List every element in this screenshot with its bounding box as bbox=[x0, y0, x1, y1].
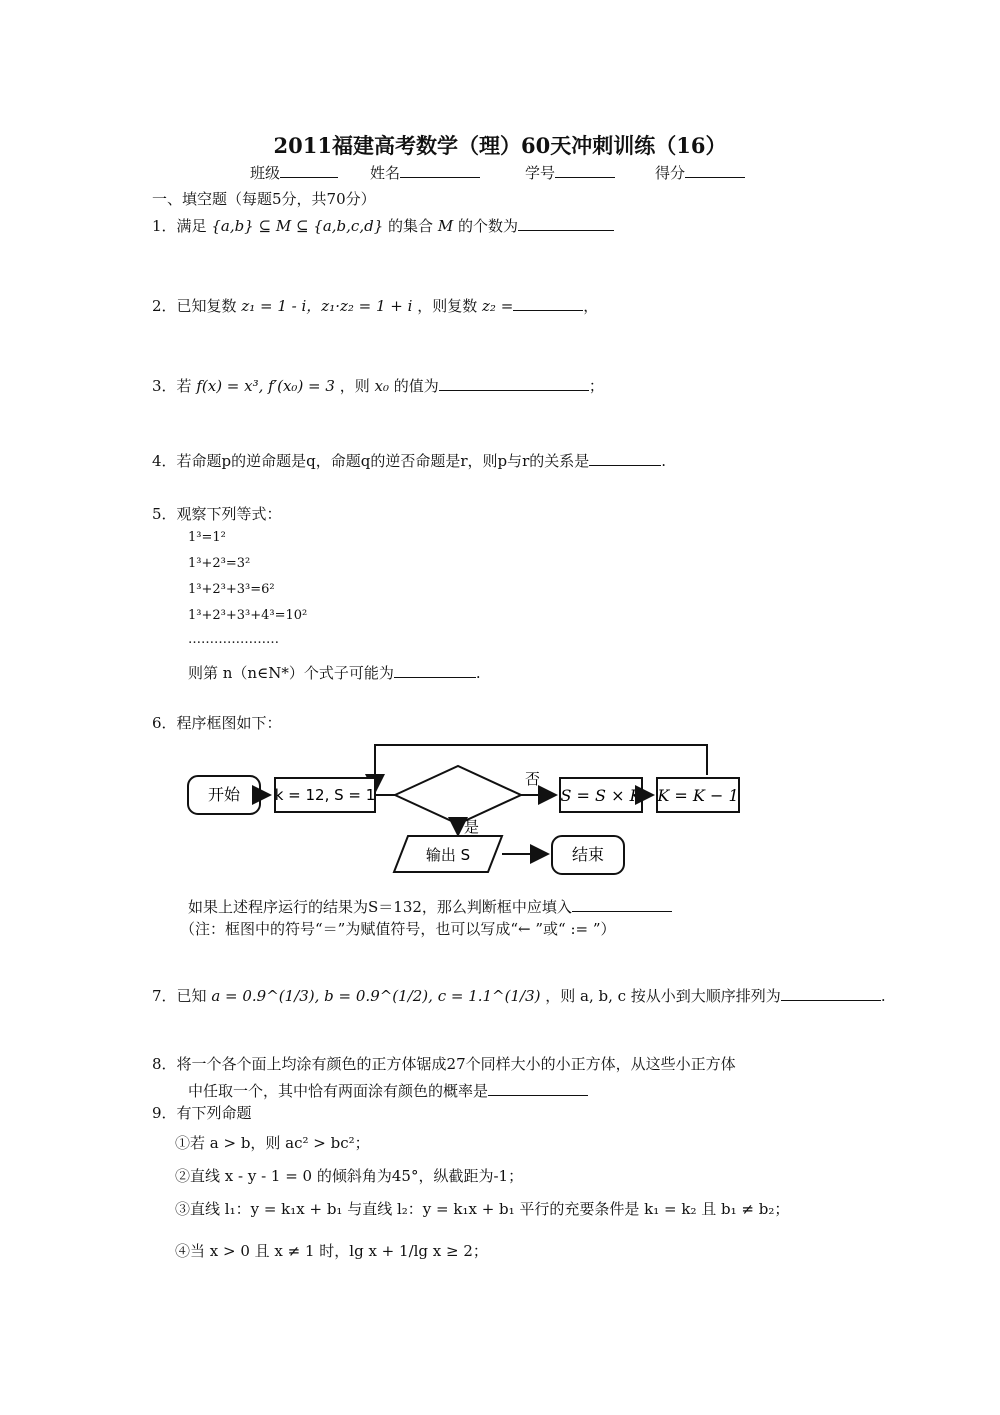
assign-s-label: S = S × K bbox=[560, 786, 642, 805]
q3-end: ； bbox=[588, 377, 604, 395]
q5-end: . bbox=[475, 664, 481, 682]
q7-text: ，则 a, b, c 按从小到大顺序排列为 bbox=[545, 987, 781, 1005]
q9-item-4: ④当 x > 0 且 x ≠ 1 时，lg x + 1/lg x ≥ 2； bbox=[175, 1242, 488, 1260]
q5-text: 5．观察下列等式： bbox=[152, 505, 282, 523]
q2-expression: z₁ = 1 - i，z₁·z₂ = 1 + i bbox=[241, 297, 413, 315]
q5-line-4: 1³+2³+3³+4³=10² bbox=[188, 608, 308, 623]
question-4 bbox=[152, 450, 666, 471]
q2-text: ，则复数 bbox=[417, 297, 478, 315]
q1-text: 的集合 bbox=[388, 217, 434, 235]
q6-answer-blank[interactable] bbox=[572, 897, 672, 912]
score-blank[interactable] bbox=[685, 163, 745, 178]
score-field bbox=[655, 162, 745, 183]
q3-expression: f(x) = x³, f′(x₀) = 3 bbox=[196, 377, 335, 395]
decision-node bbox=[395, 766, 521, 824]
name-label: 姓名 bbox=[370, 164, 401, 182]
question-1 bbox=[152, 215, 614, 236]
q5-dots: ………………… bbox=[188, 632, 279, 647]
id-field bbox=[525, 162, 615, 183]
q1-answer-blank[interactable] bbox=[518, 216, 614, 231]
q5-line-3: 1³+2³+3³=6² bbox=[188, 582, 275, 597]
q8-line-2 bbox=[188, 1080, 588, 1101]
assign-k-label: K = K − 1 bbox=[657, 786, 739, 805]
q2-var: z₂ = bbox=[482, 297, 514, 315]
q3-number: 3．若 bbox=[152, 377, 192, 395]
q7-answer-blank[interactable] bbox=[781, 986, 881, 1001]
section-heading: 一、填空题（每题5分，共70分） bbox=[152, 190, 376, 208]
q8-answer-blank[interactable] bbox=[488, 1081, 588, 1096]
output-label: 输出 S bbox=[425, 846, 471, 864]
q8-line-1: 8．将一个各个面上均涂有颜色的正方体锯成27个同样大小的小正方体，从这些小正方体 bbox=[152, 1055, 736, 1073]
q4-end: . bbox=[661, 452, 667, 470]
q1-var: M bbox=[437, 217, 454, 235]
q6-text: 6．程序框图如下： bbox=[152, 714, 282, 732]
q5-line-2: 1³+2³=3² bbox=[188, 556, 251, 571]
class-field bbox=[250, 162, 338, 183]
question-3 bbox=[152, 375, 604, 396]
q6-line-1 bbox=[188, 896, 672, 917]
q9-item-3: ③直线 l₁：y = k₁x + b₁ 与直线 l₂：y = k₁x + b₁ 平行的充要条件是 k₁ = k₂ 且 b₁ ≠ b₂； bbox=[175, 1200, 790, 1218]
q2-answer-blank[interactable] bbox=[513, 296, 583, 311]
end-label: 结束 bbox=[571, 845, 605, 864]
q3-text: ，则 bbox=[339, 377, 370, 395]
q4-answer-blank[interactable] bbox=[589, 451, 661, 466]
q8-line2-text: 中任取一个，其中恰有两面涂有颜色的概率是 bbox=[188, 1082, 489, 1100]
q5-answer-blank[interactable] bbox=[394, 663, 476, 678]
flowchart bbox=[180, 740, 760, 890]
q9-item-1: ①若 a > b，则 ac² > bc²； bbox=[175, 1134, 370, 1152]
q7-number: 7．已知 bbox=[152, 987, 207, 1005]
q3-answer-blank[interactable] bbox=[439, 376, 589, 391]
start-label: 开始 bbox=[207, 785, 241, 804]
name-blank[interactable] bbox=[400, 163, 480, 178]
q7-expression: a = 0.9^(1/3), b = 0.9^(1/2), c = 1.1^(1/3) bbox=[211, 987, 541, 1005]
q2-number: 2．已知复数 bbox=[152, 297, 237, 315]
no-label: 否 bbox=[525, 770, 541, 788]
q4-text: 4．若命题p的逆命题是q，命题q的逆否命题是r，则p与r的关系是 bbox=[152, 452, 590, 470]
q2-end: ， bbox=[583, 297, 599, 315]
class-label: 班级 bbox=[250, 164, 281, 182]
q5-line-1: 1³=1² bbox=[188, 530, 226, 545]
q1-number: 1．满足 bbox=[152, 217, 207, 235]
q6-line-2: （注：框图中的符号“＝”为赋值符号，也可以写成“← ”或“ := ”） bbox=[180, 920, 616, 938]
page-title: 2011福建高考数学（理）60天冲刺训练（16） bbox=[273, 133, 727, 158]
id-blank[interactable] bbox=[555, 163, 615, 178]
q3-text-2: 的值为 bbox=[393, 377, 439, 395]
question-2 bbox=[152, 295, 598, 316]
q7-end: . bbox=[880, 987, 886, 1005]
score-label: 得分 bbox=[655, 164, 686, 182]
init-label: k = 12, S = 1 bbox=[274, 786, 376, 804]
q5-ask bbox=[188, 662, 481, 683]
q6-line1-text: 如果上述程序运行的结果为S＝132，那么判断框中应填入 bbox=[188, 898, 572, 916]
id-label: 学号 bbox=[525, 164, 556, 182]
q5-ask-text: 则第 n（n∈N*）个式子可能为 bbox=[188, 664, 394, 682]
name-field bbox=[370, 162, 480, 183]
class-blank[interactable] bbox=[280, 163, 338, 178]
yes-label: 是 bbox=[464, 818, 480, 836]
q9-text: 9．有下列命题 bbox=[152, 1104, 252, 1122]
q9-item-2: ②直线 x - y - 1 = 0 的倾斜角为45°，纵截距为-1； bbox=[175, 1167, 524, 1185]
question-7 bbox=[152, 985, 886, 1006]
q3-var: x₀ bbox=[374, 377, 390, 395]
q1-text-2: 的个数为 bbox=[457, 217, 518, 235]
q1-expression: {a,b} ⊆ M ⊆ {a,b,c,d} bbox=[211, 217, 384, 235]
